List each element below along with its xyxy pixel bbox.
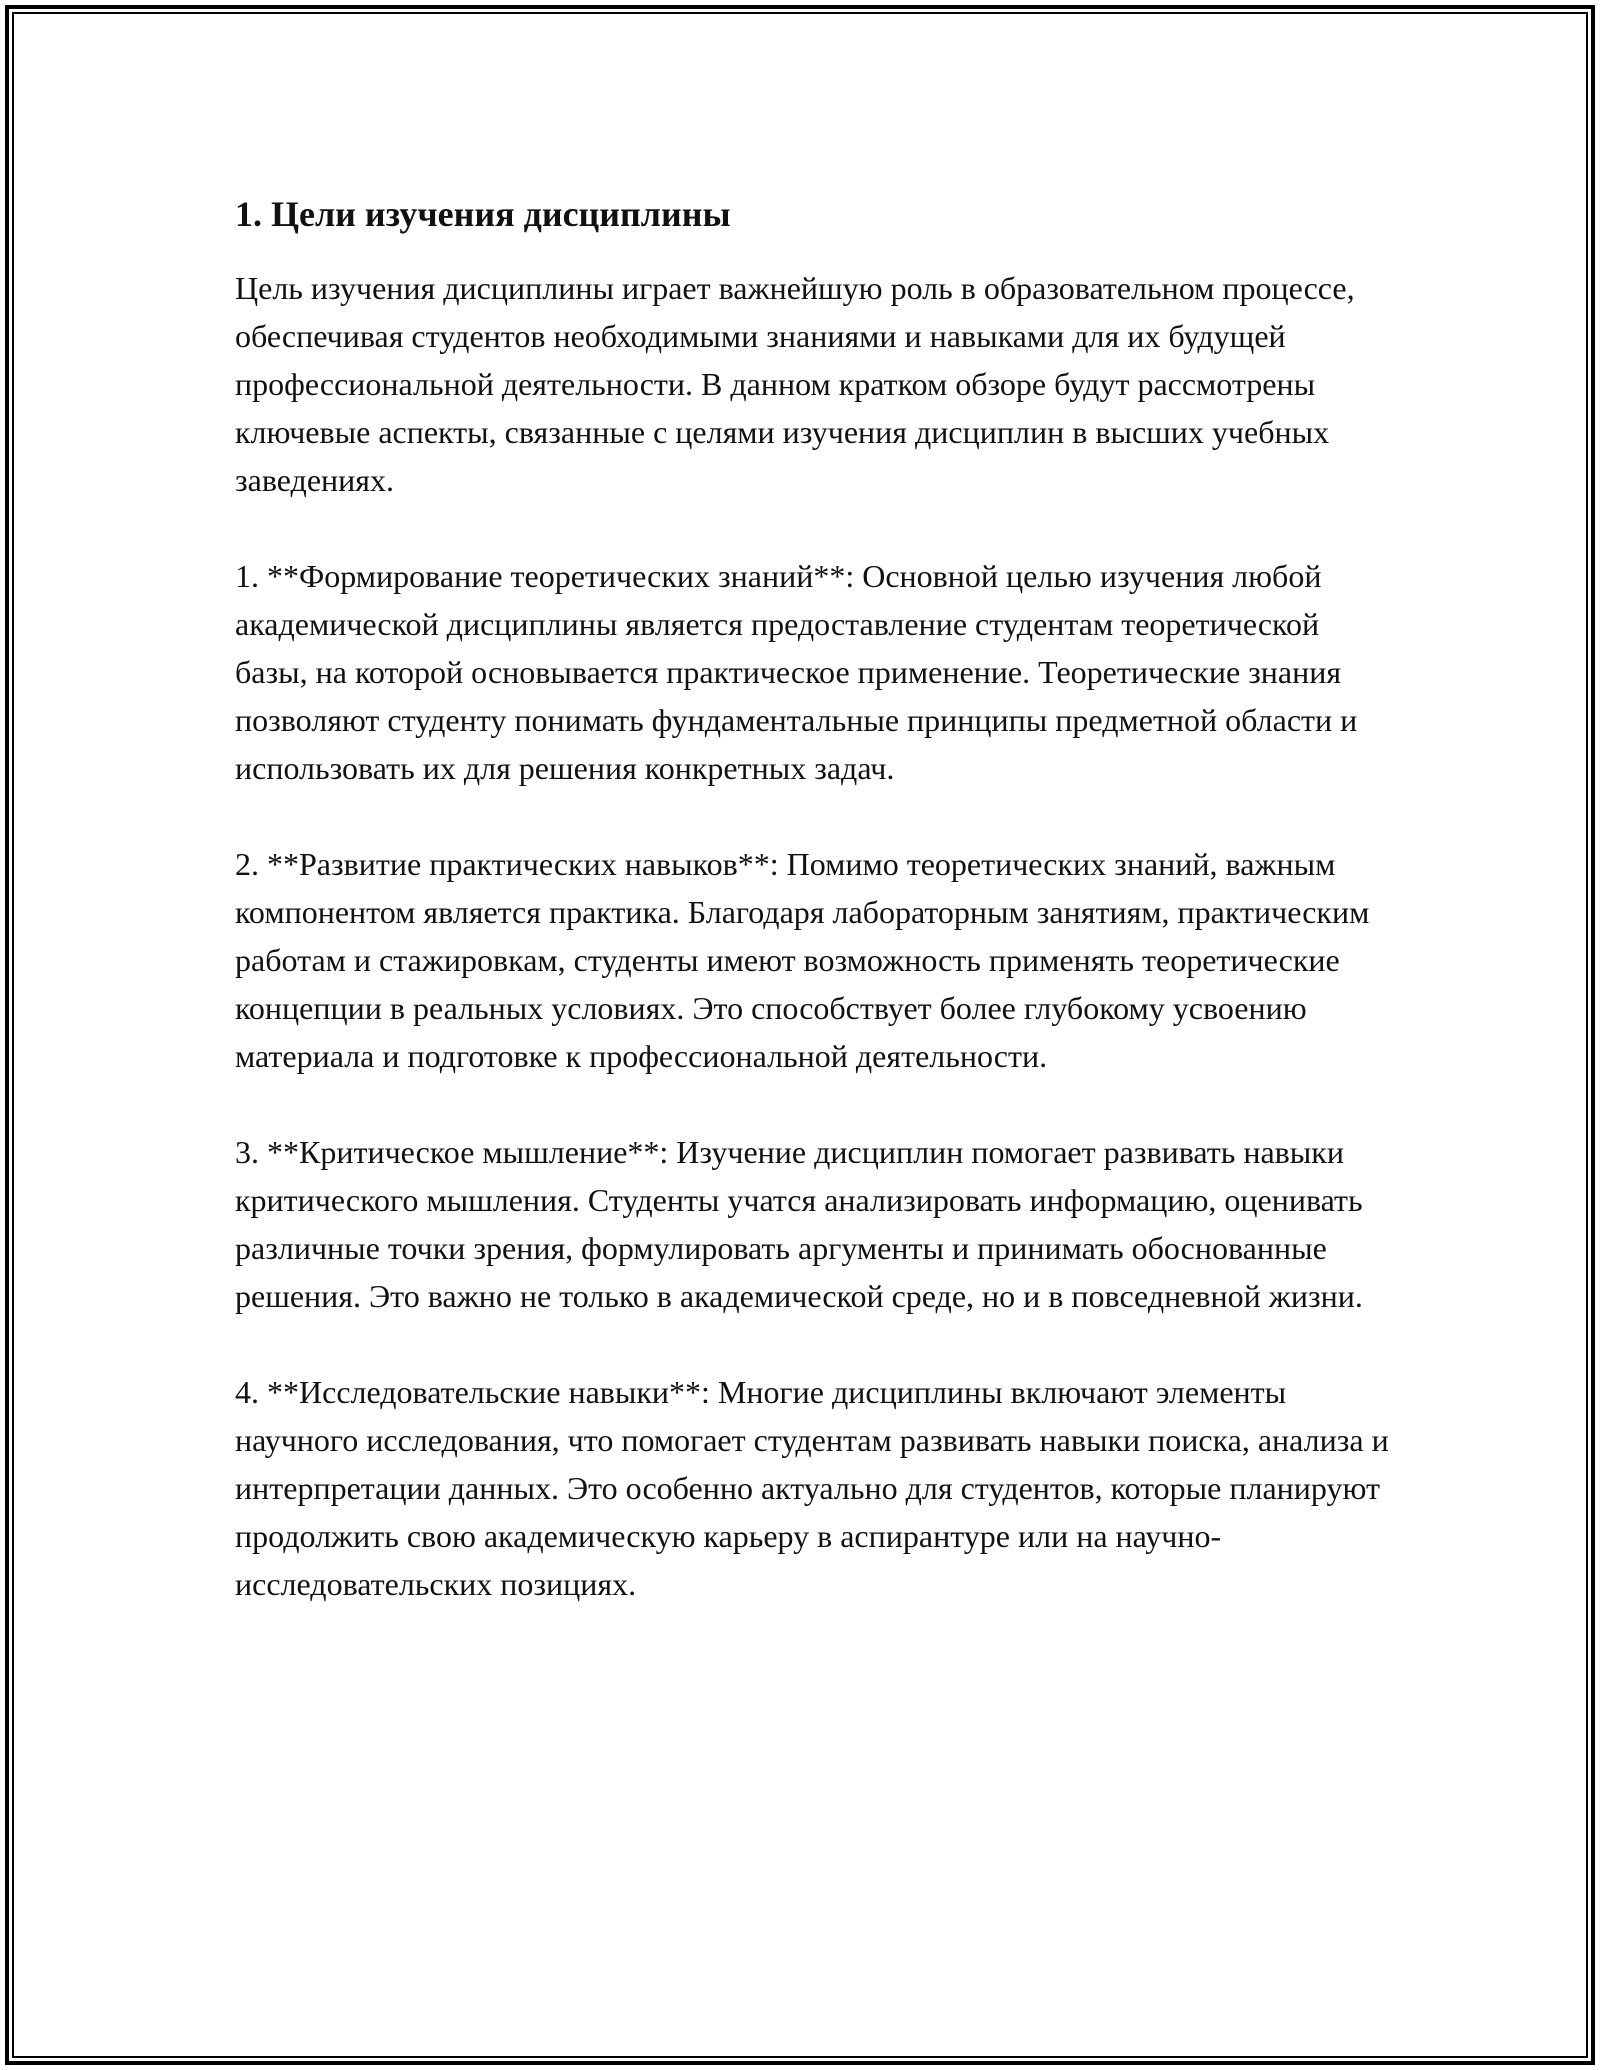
list-item-practical-skills: 2. **Развитие практических навыков**: Помимо теоретических знаний, важным компонентом является практика. Благодаря лабораторным занятиям, практическим работам и стажировкам, студенты имеют возможность применять теоретические концепции в реальных условиях. Это способствует более глубокому усвоению материала и подготовке к профессиональной деятельности. xyxy=(235,846,1370,1074)
intro-paragraph: Цель изучения дисциплины играет важнейшую роль в образовательном процессе, обеспечивая студентов необходимыми знаниями и навыками для их будущей профессиональной деятельности. В данном кратком обзоре будут рассмотрены ключевые аспекты, связанные с целями изучения дисциплин в высших учебных заведениях. xyxy=(235,270,1355,498)
section-heading: 1. Цели изучения дисциплины xyxy=(235,194,731,234)
list-item-critical-thinking: 3. **Критическое мышление**: Изучение дисциплин помогает развивать навыки критического мышления. Студенты учатся анализировать информацию, оценивать различные точки зрения, формулировать аргументы и принимать обоснованные решения. Это важно не только в академической среде, но и в повседневной жизни. xyxy=(235,1134,1363,1314)
list-item-research-skills: 4. **Исследовательские навыки**: Многие дисциплины включают элементы научного исследования, что помогает студентам развивать навыки поиска, анализа и интерпретации данных. Это особенно актуально для студентов, которые планируют продолжить свою академическую карьеру в аспирантуре или на научно-исследовательских позициях. xyxy=(235,1374,1389,1602)
document-body xyxy=(235,190,1395,1656)
list-item-theoretical-knowledge: 1. **Формирование теоретических знаний**: Основной целью изучения любой академической дисциплины является предоставление студентам теоретической базы, на которой основывается практическое применение. Теоретические знания позволяют студенту понимать фундаментальные принципы предметной области и использовать их для решения конкретных задач. xyxy=(235,558,1358,786)
